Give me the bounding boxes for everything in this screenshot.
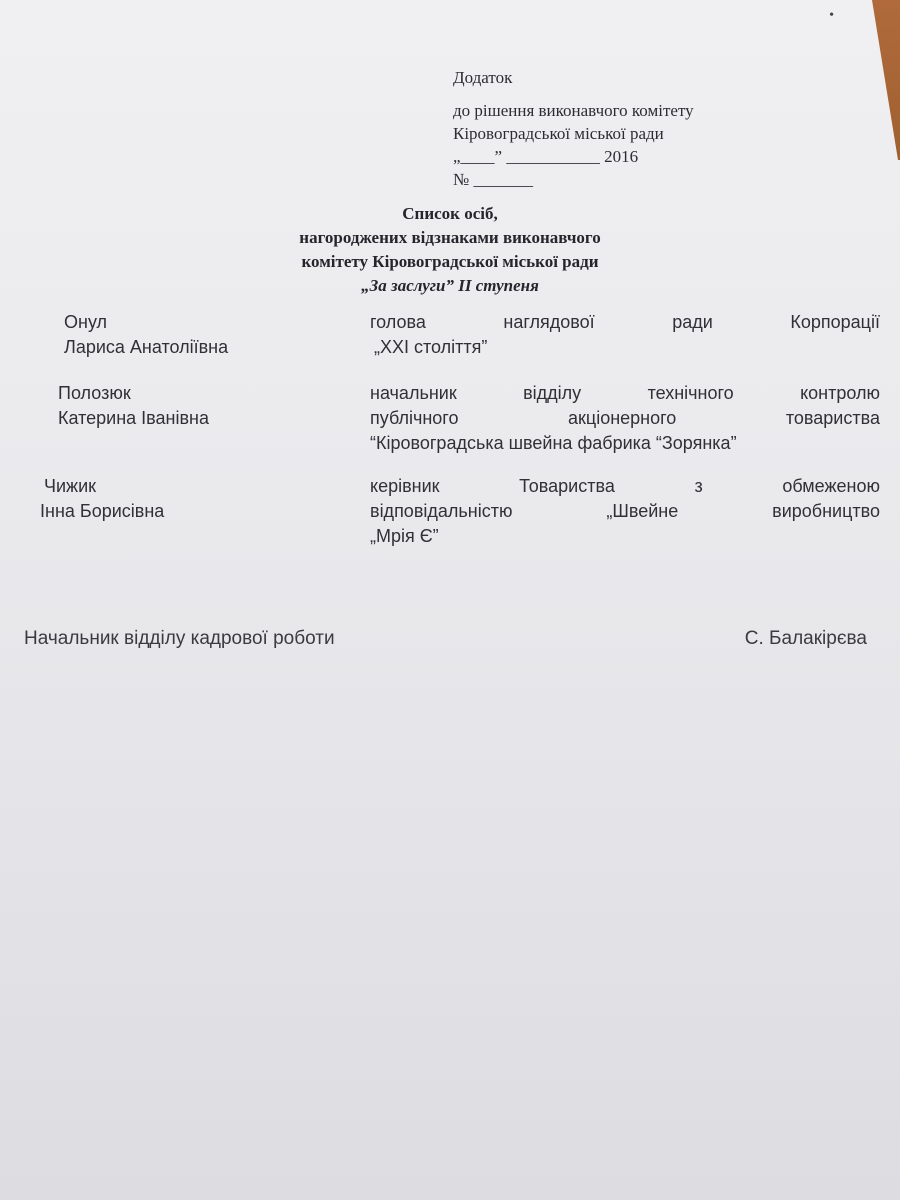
annex-decision: до рішення виконавчого комітету bbox=[453, 101, 694, 120]
word: наглядової bbox=[503, 312, 595, 332]
recipient-given-name: Катерина Іванівна bbox=[58, 408, 209, 428]
recipient-name bbox=[40, 474, 354, 524]
word: начальник bbox=[370, 383, 457, 403]
word: з bbox=[694, 476, 703, 496]
word: виробництво bbox=[772, 501, 880, 521]
position-line-3: „Мрія Є” bbox=[370, 526, 439, 546]
word: відповідальністю bbox=[370, 501, 513, 521]
position-line-1 bbox=[370, 381, 880, 406]
recipient-surname: Полозюк bbox=[58, 383, 131, 403]
recipient-position bbox=[370, 310, 880, 360]
annex-number: № _______ bbox=[453, 170, 533, 189]
signatory-name: С. Балакірєва bbox=[744, 628, 867, 649]
title-line-3: комітету Кіровоградської міської ради bbox=[301, 252, 599, 271]
recipient-name bbox=[64, 310, 374, 360]
position-line-2: „ХХІ століття” bbox=[374, 337, 488, 357]
position-line-1 bbox=[370, 310, 880, 335]
word: акціонерного bbox=[568, 408, 677, 428]
corner-dot: • bbox=[829, 8, 834, 23]
signature-block bbox=[24, 628, 867, 650]
word: публічного bbox=[370, 408, 459, 428]
position-line-2 bbox=[370, 499, 880, 524]
recipient-position bbox=[370, 381, 880, 456]
annex-label: Додаток bbox=[453, 68, 513, 87]
annex-council: Кіровоградської міської ради bbox=[453, 124, 664, 143]
recipient-surname: Чижик bbox=[44, 476, 97, 496]
recipient-given-name: Інна Борисівна bbox=[40, 501, 165, 521]
position-line-3: “Кіровоградська швейна фабрика “Зорянка” bbox=[370, 433, 737, 453]
position-line-1 bbox=[370, 474, 880, 499]
word: відділу bbox=[523, 383, 582, 403]
word: технічного bbox=[647, 383, 734, 403]
title-line-2: нагороджених відзнаками виконавчого bbox=[299, 228, 601, 247]
recipient-name bbox=[58, 381, 368, 431]
desk-corner bbox=[860, 0, 900, 160]
title-line-1: Список осіб, bbox=[402, 204, 498, 223]
word: контролю bbox=[800, 383, 880, 403]
word: ради bbox=[672, 312, 713, 332]
word: товариства bbox=[785, 408, 880, 428]
recipient-surname: Онул bbox=[64, 312, 108, 332]
document-title bbox=[200, 202, 700, 298]
position-line-2 bbox=[370, 406, 880, 431]
word: обмеженою bbox=[782, 476, 880, 496]
title-line-4: „За заслуги” ІІ ступеня bbox=[361, 276, 539, 295]
word: керівник bbox=[370, 476, 440, 496]
word: „Швейне bbox=[606, 501, 679, 521]
signatory-position: Начальник відділу кадрової роботи bbox=[24, 628, 335, 649]
word: голова bbox=[370, 312, 426, 332]
word: Корпорації bbox=[790, 312, 880, 332]
recipient-position bbox=[370, 474, 880, 549]
recipient-given-name: Лариса Анатоліївна bbox=[64, 337, 229, 357]
annex-date: „____” ___________ 2016 bbox=[453, 147, 639, 166]
annex-block bbox=[453, 66, 694, 191]
word: Товариства bbox=[519, 476, 615, 496]
